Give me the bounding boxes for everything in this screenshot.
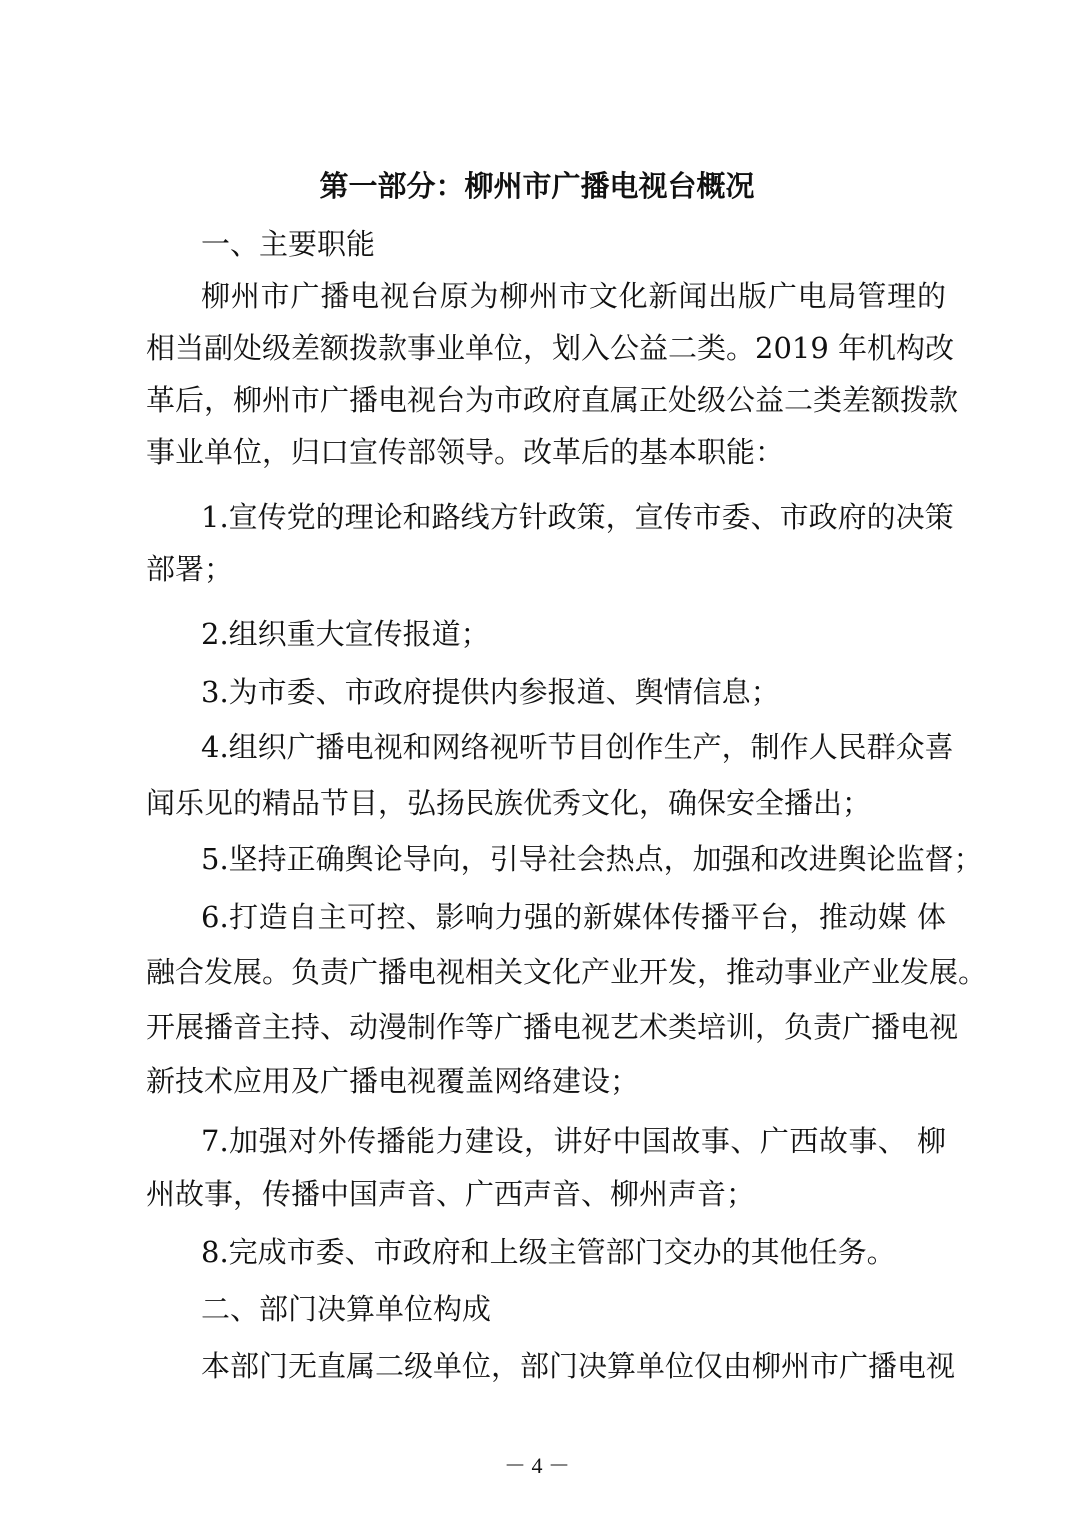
list-item-7: 7.加强对外传播能力建设，讲好中国故事、广西故事、 柳 bbox=[201, 1124, 946, 1158]
text-line: 开展播音主持、动漫制作等广播电视艺术类培训，负责广播电视 bbox=[146, 1010, 959, 1044]
list-item-8: 8.完成市委、市政府和上级主管部门交办的其他任务。 bbox=[201, 1235, 896, 1269]
page-number: － 4 － bbox=[503, 1453, 570, 1478]
list-item-6: 6.打造自主可控、影响力强的新媒体传播平台，推动媒 体 bbox=[201, 900, 946, 934]
text-line: 相当副处级差额拨款事业单位，划入公益二类。2019 年机构改 bbox=[146, 331, 955, 365]
list-item-2: 2.组织重大宣传报道； bbox=[201, 617, 490, 651]
list-item-3: 3.为市委、市政府提供内参报道、舆情信息； bbox=[201, 675, 780, 709]
text-line: 新技术应用及广播电视覆盖网络建设； bbox=[146, 1064, 640, 1098]
text-line: 事业单位，归口宣传部领导。改革后的基本职能： bbox=[146, 435, 785, 469]
section-title: 第一部分：柳州市广播电视台概况 bbox=[319, 169, 755, 203]
heading-unit-composition: 二、部门决算单位构成 bbox=[201, 1292, 492, 1326]
text-line: 革后，柳州市广播电视台为市政府直属正处级公益二类差额拨款 bbox=[146, 383, 959, 417]
list-item-5: 5.坚持正确舆论导向，引导社会热点，加强和改进舆论监督； bbox=[201, 842, 983, 876]
list-item-4: 4.组织广播电视和网络视听节目创作生产，制作人民群众喜 bbox=[201, 730, 954, 764]
list-item-1: 1.宣传党的理论和路线方针政策，宣传市委、市政府的决策 bbox=[201, 500, 954, 534]
text-line: 闻乐见的精品节目，弘扬民族优秀文化，确保安全播出； bbox=[146, 786, 872, 820]
text-line: 本部门无直属二级单位，部门决算单位仅由柳州市广播电视 bbox=[201, 1349, 956, 1383]
text-line: 州故事，传播中国声音、广西声音、柳州声音； bbox=[146, 1177, 756, 1211]
text-line: 柳州市广播电视台原为柳州市文化新闻出版广电局管理的 bbox=[201, 279, 946, 313]
text-line: 融合发展。负责广播电视相关文化产业开发，推动事业产业发展。 bbox=[146, 955, 988, 989]
text-line: 部署； bbox=[146, 552, 234, 586]
heading-main-functions: 一、主要职能 bbox=[201, 227, 376, 261]
